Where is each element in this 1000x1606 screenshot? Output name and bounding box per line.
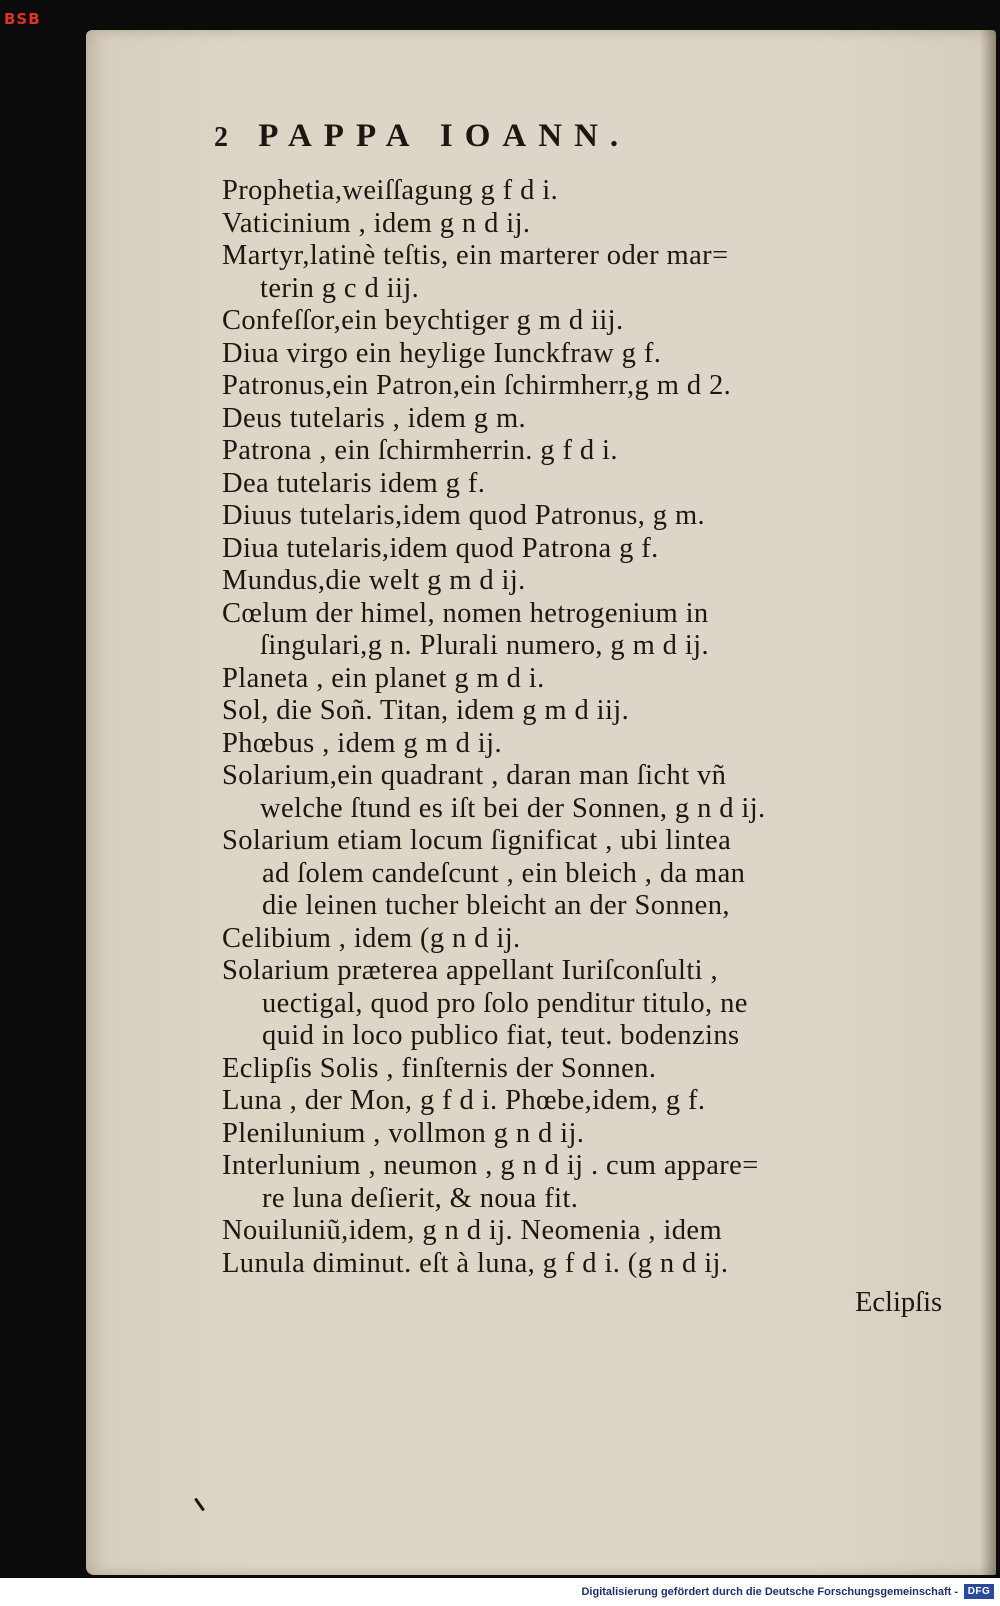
funding-credit: Digitalisierung gefördert durch die Deutsche Forschungsgemeinschaft -: [581, 1586, 958, 1598]
text-line: Sol, die Soñ. Titan, idem g m d iij.: [222, 695, 630, 726]
text-line: Phœbus , idem g m d ij.: [222, 727, 502, 759]
text-line: Celibium , idem (g n d ij.: [222, 922, 521, 954]
text-line: Solarium,ein quadrant , daran man ſicht vñ: [222, 760, 727, 791]
library-watermark: BSB: [4, 10, 41, 28]
text-line: Prophetia,weiſſagung g f d i.: [222, 175, 559, 206]
text-line: Diuus tutelaris,idem quod Patronus, g m.: [222, 500, 706, 531]
page-header: [214, 118, 854, 155]
text-line: Eclipſis Solis , finſternis der Sonnen.: [222, 1052, 657, 1084]
text-line: Martyr,latinè teſtis, ein marterer oder mar=: [222, 240, 729, 271]
glossary-text: [222, 175, 962, 1280]
text-line: Lunula diminut. eſt à luna, g f d i. (g n d ij.: [222, 1247, 729, 1279]
text-line: ſingulari,g n. Plurali numero, g m d ij.: [260, 630, 709, 661]
digitization-footer: [0, 1578, 1000, 1606]
text-line: terin g c d iij.: [260, 272, 420, 304]
text-line: Diua tutelaris,idem quod Patrona g f.: [222, 532, 659, 564]
text-line: Deus tutelaris , idem g m.: [222, 402, 527, 434]
text-line: Interlunium , neumon , g n d ij . cum appare=: [222, 1150, 759, 1181]
dfg-logo: DFG: [964, 1584, 994, 1599]
text-line: re luna deſierit, & noua fit.: [262, 1182, 579, 1214]
text-line: Plenilunium , vollmon g n d ij.: [222, 1117, 585, 1149]
running-title: PAPPA IOANN.: [258, 118, 631, 154]
text-line: Patrona , ein ſchirmherrin. g f d i.: [222, 435, 618, 466]
text-line: Dea tutelaris idem g f.: [222, 467, 486, 499]
text-line: Nouiluniũ,idem, g n d ij. Neomenia , idem: [222, 1215, 723, 1246]
text-line: uectigal, quod pro ſolo penditur titulo, ne: [262, 987, 748, 1019]
text-line: Solarium etiam locum ſignificat , ubi lintea: [222, 825, 732, 856]
catchword: Eclipſis: [855, 1287, 943, 1318]
text-line: Vaticinium , idem g n d ij.: [222, 207, 531, 239]
text-line: Patronus,ein Patron,ein ſchirmherr,g m d 2.: [222, 370, 732, 401]
text-line: Mundus,die welt g m d ij.: [222, 565, 526, 596]
text-line: Luna , der Mon, g f d i. Phœbe,idem, g f.: [222, 1085, 706, 1116]
text-line: ad ſolem candeſcunt , ein bleich , da man: [262, 857, 746, 889]
text-line: Planeta , ein planet g m d i.: [222, 662, 545, 694]
text-line: Cœlum der himel, nomen hetrogenium in: [222, 597, 709, 629]
text-line: quid in loco publico fiat, teut. bodenzins: [262, 1020, 740, 1051]
page-number: 2: [214, 122, 230, 153]
text-line: die leinen tucher bleicht an der Sonnen,: [262, 890, 730, 921]
text-line: Diua virgo ein heylige Iunckfraw g f.: [222, 337, 662, 369]
text-line: Confeſſor,ein beychtiger g m d iij.: [222, 305, 624, 336]
page-gutter-shadow: [980, 30, 996, 1575]
text-line: Solarium præterea appellant Iuriſconſulti ,: [222, 955, 719, 986]
text-line: welche ſtund es iſt bei der Sonnen, g n d ij.: [260, 792, 766, 824]
